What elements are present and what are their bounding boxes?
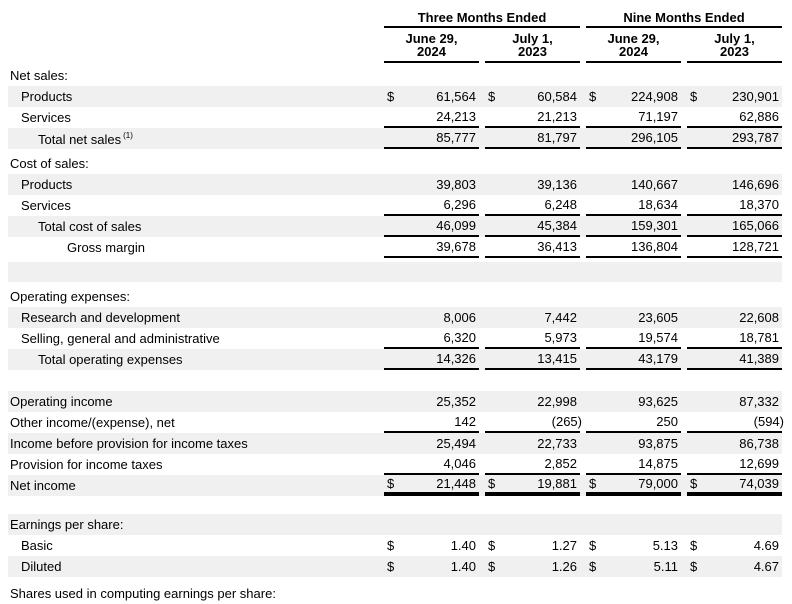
dollar-sign: $ [387,538,395,553]
row-label: Net sales: [10,68,68,83]
value-text: 19,574 [638,330,678,345]
column-header-date [586,30,681,63]
date-line2: 2023 [518,44,547,59]
period-group-header-row [8,10,782,28]
row-label: Shares used in computing earnings per share: [10,586,276,601]
row-label: Basic [21,538,53,553]
table-row [8,328,782,349]
row-label: Income before provision for income taxes [10,436,248,451]
footnote-marker: (1) [123,130,133,140]
value-cell [485,454,580,475]
value-cell [485,216,580,237]
value-text: 6,320 [443,330,476,345]
row-label: Diluted [21,559,62,574]
row-label: Total operating expenses [38,352,183,367]
value-cell [586,237,681,258]
table-row [8,454,782,475]
value-text: 39,803 [436,177,476,192]
row-label: Operating expenses: [10,289,130,304]
value-cell [384,556,479,577]
value-cell [687,556,782,577]
value-cell [586,174,681,195]
value-cell [384,349,479,370]
row-label: Services [21,198,71,213]
value-cell [687,128,782,149]
date-line2: 2024 [619,44,648,59]
value-text: 136,804 [631,239,678,254]
dollar-sign: $ [589,476,597,491]
date-line1: June 29, [405,31,458,46]
value-text: 293,787 [732,130,779,145]
spacer-row [8,496,782,514]
value-text: 6,296 [443,197,476,212]
value-cell [485,174,580,195]
value-cell [586,433,681,454]
value-cell [485,556,580,577]
table-row [8,216,782,237]
value-cell [384,237,479,258]
value-cell [687,216,782,237]
value-text: 62,886 [739,109,779,124]
value-text: 36,413 [537,239,577,254]
value-cell [384,391,479,412]
value-text: 60,584 [537,89,577,104]
value-text: 41,389 [739,351,779,366]
row-label: Total cost of sales [38,219,142,234]
table-row [8,475,782,496]
value-text: 25,494 [436,436,476,451]
value-text: 93,625 [638,394,678,409]
value-cell [687,349,782,370]
value-text: 19,881 [537,476,577,491]
dollar-sign: $ [488,89,496,104]
value-text: 128,721 [732,239,779,254]
value-cell [384,328,479,349]
value-text: 159,301 [631,218,678,233]
value-text: 61,564 [436,89,476,104]
header-spacer [8,10,378,28]
value-cell [384,412,479,433]
row-label: Other income/(expense), net [10,415,175,430]
value-cell [384,433,479,454]
value-text: 39,136 [537,177,577,192]
value-cell [384,307,479,328]
value-text: 39,678 [436,239,476,254]
value-cell [384,454,479,475]
value-text: 18,781 [739,330,779,345]
value-cell [687,237,782,258]
value-text: 18,634 [638,197,678,212]
row-label: Operating income [10,394,113,409]
value-cell [485,86,580,107]
value-cell [687,391,782,412]
table-row [8,65,782,86]
spacer-row [8,370,782,391]
value-text: (594) [753,414,784,429]
table-row [8,128,782,149]
value-cell [586,107,681,128]
value-text: 250 [656,414,678,429]
dollar-sign: $ [690,559,698,574]
table-row [8,349,782,370]
value-cell [687,195,782,216]
row-label: Services [21,110,71,125]
table-row [8,583,782,604]
date-line1: July 1, [714,31,755,46]
value-text: 1.40 [450,559,476,574]
value-cell [485,195,580,216]
dollar-sign: $ [690,538,698,553]
value-cell [384,86,479,107]
value-text: 93,875 [638,436,678,451]
value-cell [687,328,782,349]
value-cell [485,535,580,556]
value-text: 18,370 [739,197,779,212]
table-row [8,556,782,577]
value-text: 13,415 [537,351,577,366]
value-text: 5.13 [652,538,678,553]
dollar-sign: $ [589,559,597,574]
value-cell [586,556,681,577]
table-row [8,153,782,174]
value-text: 14,326 [436,351,476,366]
value-cell [485,107,580,128]
value-text: 21,448 [436,476,476,491]
row-label: Selling, general and administrative [21,331,220,346]
value-text: 4.69 [753,538,779,553]
value-text: 230,901 [732,89,779,104]
value-text: 165,066 [732,218,779,233]
value-text: 1.27 [551,538,577,553]
date-line2: 2023 [720,44,749,59]
value-text: 21,213 [537,109,577,124]
value-text: 45,384 [537,218,577,233]
dollar-sign: $ [589,538,597,553]
row-label: Gross margin [67,240,146,255]
spacer-row [8,262,782,282]
value-text: 12,699 [739,456,779,471]
value-cell [485,412,580,433]
row-label: Net income [10,478,76,493]
value-text: 1.40 [450,538,476,553]
table-row [8,174,782,195]
value-cell [687,454,782,475]
value-text: 25,352 [436,394,476,409]
value-text: 81,797 [537,130,577,145]
value-text: 23,605 [638,310,678,325]
value-text: 142 [454,414,476,429]
value-cell [586,307,681,328]
value-cell [384,195,479,216]
value-text: 74,039 [739,476,779,491]
value-cell [586,475,681,496]
value-cell [586,86,681,107]
value-cell [384,128,479,149]
value-cell [687,86,782,107]
table-row [8,195,782,216]
value-text: 7,442 [544,310,577,325]
table-body [8,65,782,604]
row-label: Cost of sales: [10,156,89,171]
value-text: 86,738 [739,436,779,451]
dollar-sign: $ [488,538,496,553]
value-cell [586,195,681,216]
value-cell [384,174,479,195]
value-text: 8,006 [443,310,476,325]
row-label: Products [21,177,73,192]
date-line1: July 1, [512,31,553,46]
value-cell [586,454,681,475]
value-text: 146,696 [732,177,779,192]
value-text: 4.67 [753,559,779,574]
value-cell [687,174,782,195]
dollar-sign: $ [488,559,496,574]
value-text: 1.26 [551,559,577,574]
value-cell [687,535,782,556]
row-label: Earnings per share: [10,517,124,532]
dollar-sign: $ [488,476,496,491]
value-text: 22,733 [537,436,577,451]
value-text: (265) [551,414,582,429]
value-cell [384,475,479,496]
table-row [8,107,782,128]
value-cell [586,128,681,149]
value-cell [586,391,681,412]
value-text: 14,875 [638,456,678,471]
value-text: 5,973 [544,330,577,345]
value-text: 22,608 [739,310,779,325]
value-cell [586,216,681,237]
value-text: 6,248 [544,197,577,212]
column-header-date [485,30,580,63]
value-cell [485,328,580,349]
header-spacer [8,30,378,63]
dollar-sign: $ [589,89,597,104]
date-header-row [8,30,782,63]
value-text: 79,000 [638,476,678,491]
table-row [8,286,782,307]
value-text: 4,046 [443,456,476,471]
row-label: Products [21,89,73,104]
value-cell [687,475,782,496]
value-text: 140,667 [631,177,678,192]
value-text: 22,998 [537,394,577,409]
row-label: Total net sales $^{(1)}$ [38,130,133,147]
dollar-sign: $ [387,89,395,104]
table-row [8,237,782,258]
value-cell [384,107,479,128]
column-header-date [687,30,782,63]
value-cell [687,307,782,328]
table-row [8,412,782,433]
value-cell [687,412,782,433]
column-group-three-months: Three Months Ended [384,10,580,28]
date-line2: 2024 [417,44,446,59]
value-cell [586,349,681,370]
value-cell [687,107,782,128]
value-text: 46,099 [436,218,476,233]
value-text: 87,332 [739,394,779,409]
column-header-date [384,30,479,63]
value-cell [687,433,782,454]
value-cell [485,475,580,496]
value-cell [384,216,479,237]
dollar-sign: $ [387,559,395,574]
value-cell [485,433,580,454]
value-text: 296,105 [631,130,678,145]
value-cell [485,307,580,328]
value-text: 5.11 [653,559,678,574]
value-cell [485,391,580,412]
table-row [8,535,782,556]
value-cell [586,535,681,556]
value-cell [485,349,580,370]
table-row [8,514,782,535]
value-text: 2,852 [544,456,577,471]
date-line1: June 29, [607,31,660,46]
table-row [8,86,782,107]
value-cell [586,412,681,433]
value-text: 24,213 [436,109,476,124]
row-label: Research and development [21,310,180,325]
table-row [8,391,782,412]
dollar-sign: $ [690,476,698,491]
value-text: 43,179 [638,351,678,366]
dollar-sign: $ [690,89,698,104]
value-cell [586,328,681,349]
table-row [8,433,782,454]
value-cell [485,237,580,258]
value-cell [485,128,580,149]
value-text: 224,908 [631,89,678,104]
table-row [8,307,782,328]
column-group-nine-months: Nine Months Ended [586,10,782,28]
row-label: Provision for income taxes [10,457,163,472]
dollar-sign: $ [387,476,395,491]
value-text: 85,777 [436,130,476,145]
value-cell [384,535,479,556]
value-text: 71,197 [638,109,678,124]
